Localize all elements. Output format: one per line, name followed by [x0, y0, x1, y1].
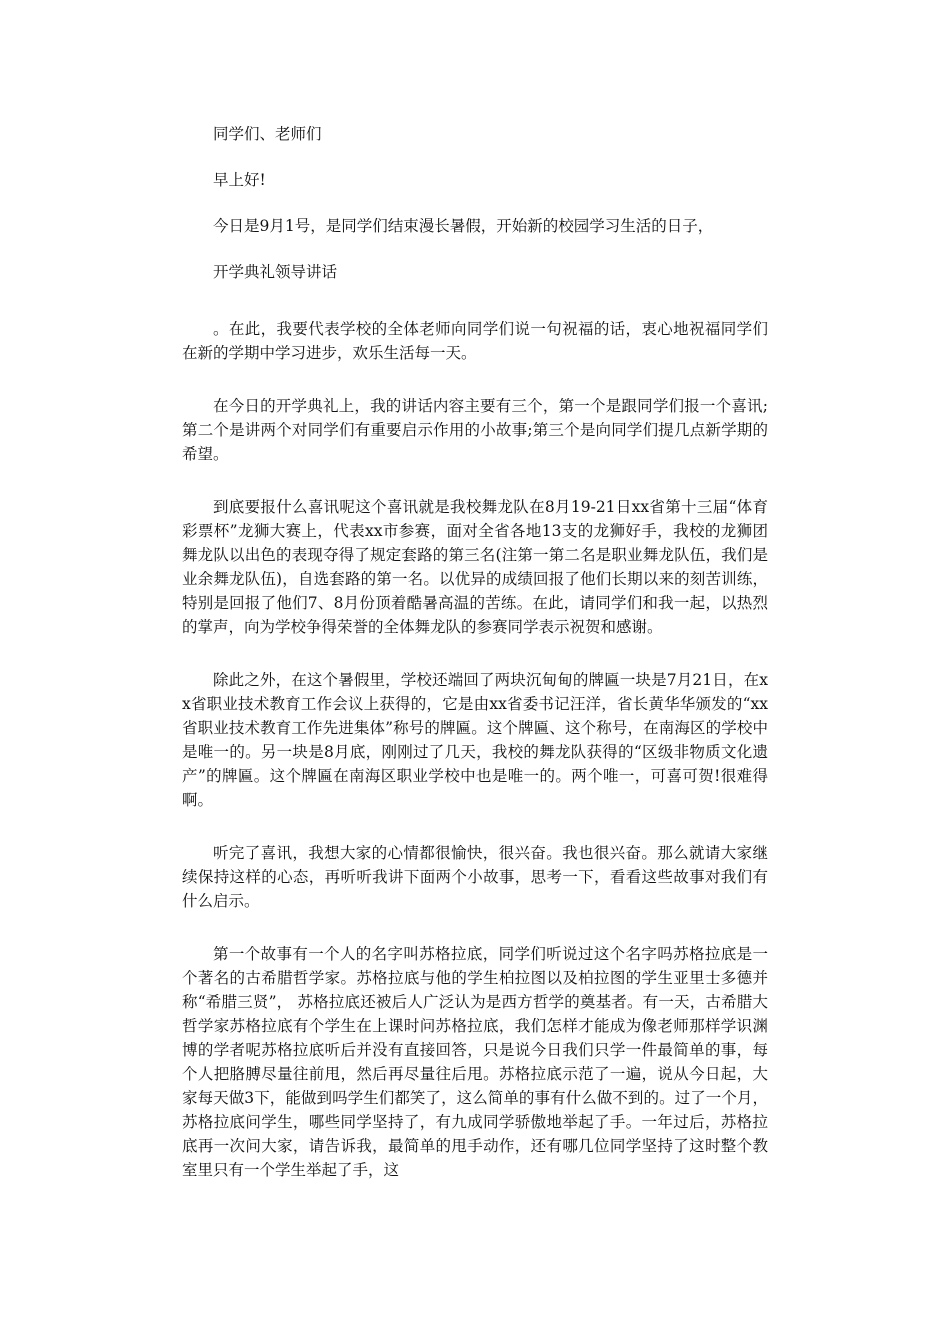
paragraph-outline: 在今日的开学典礼上，我的讲话内容主要有三个，第一个是跟同学们报一个喜讯;第二个是讲两个对同学们有重要启示作用的小故事;第三个是向同学们提几点新学期的希望。 [182, 397, 768, 463]
paragraph-transition: 听完了喜讯，我想大家的心情都很愉快，很兴奋。我也很兴奋。那么就请大家继续保持这样的心态，再听听我讲下面两个小故事，思考一下，看看这些故事对我们有什么启示。 [182, 844, 768, 910]
speech-title: 开学典礼领导讲话 [213, 263, 338, 281]
paragraph-dragon-team-news: 到底要报什么喜讯呢这个喜讯就是我校舞龙队在8月19-21日xx省第十三届“体育彩票杯”龙狮大赛上，代表xx市参赛，面对全省各地13支的龙狮好手，我校的龙狮团舞龙队以出色的表现夺得了规定套路的第三名(注第一第二名是职业舞龙队伍，我们是业余舞龙队伍)，自选套路的第一名。以优异的成绩回报了他们长期以来的刻苦训练，特别是回报了他们7、8月份顶着酷暑高温的苦练。在此，请同学们和我一起，以热烈的掌声，向为学校争得荣誉的全体舞龙队的参赛同学表示祝贺和感谢。 [182, 498, 768, 636]
paragraph-socrates-story: 第一个故事有一个人的名字叫苏格拉底，同学们听说过这个名字吗苏格拉底是一个著名的古希腊哲学家。苏格拉底与他的学生柏拉图以及柏拉图的学生亚里士多德并称“希腊三贤”， 苏格拉底还被后人广泛认为是西方哲学的奠基者。有一天，古希腊大哲学家苏格拉底有个学生在上课时问苏格拉底，我们怎样才能成为像老师那样学识渊博的学者呢苏格拉底听后并没有直接回答，只是说今日我们只学一件最简单的事，每个人把胳膊尽量往前甩，然后再尽量往后甩。苏格拉底示范了一遍，说从今日起，大家每天做3下，能做到吗学生们都笑了，这么简单的事有什么做不到的。过了一个月，苏格拉底问学生，哪些同学坚持了，有九成同学骄傲地举起了手。一年过后，苏格拉底再一次问大家，请告诉我，最简单的甩手动作，还有哪几位同学坚持了这时整个教室里只有一个学生举起了手，这 [182, 945, 768, 1179]
greeting-line: 早上好! [213, 171, 266, 189]
salutation: 同学们、老师们 [213, 125, 322, 143]
document-body [182, 122, 768, 1182]
paragraph-blessing: 。在此，我要代表学校的全体老师向同学们说一句祝福的话，衷心地祝福同学们在新的学期中学习进步，欢乐生活每一天。 [182, 320, 768, 362]
paragraph-plaques-news: 除此之外，在这个暑假里，学校还端回了两块沉甸甸的牌匾一块是7月21日，在xx省职业技术教育工作会议上获得的，它是由xx省委书记汪洋，省长黄华华颁发的“xx省职业技术教育工作先进集体”称号的牌匾。这个牌匾、这个称号，在南海区的学校中是唯一的。另一块是8月底，刚刚过了几天，我校的舞龙队获得的“区级非物质文化遗产”的牌匾。这个牌匾在南海区职业学校中也是唯一的。两个唯一，可喜可贺!很难得啊。 [182, 671, 768, 809]
opening-line: 今日是9月1号，是同学们结束漫长暑假，开始新的校园学习生活的日子， [213, 217, 714, 235]
